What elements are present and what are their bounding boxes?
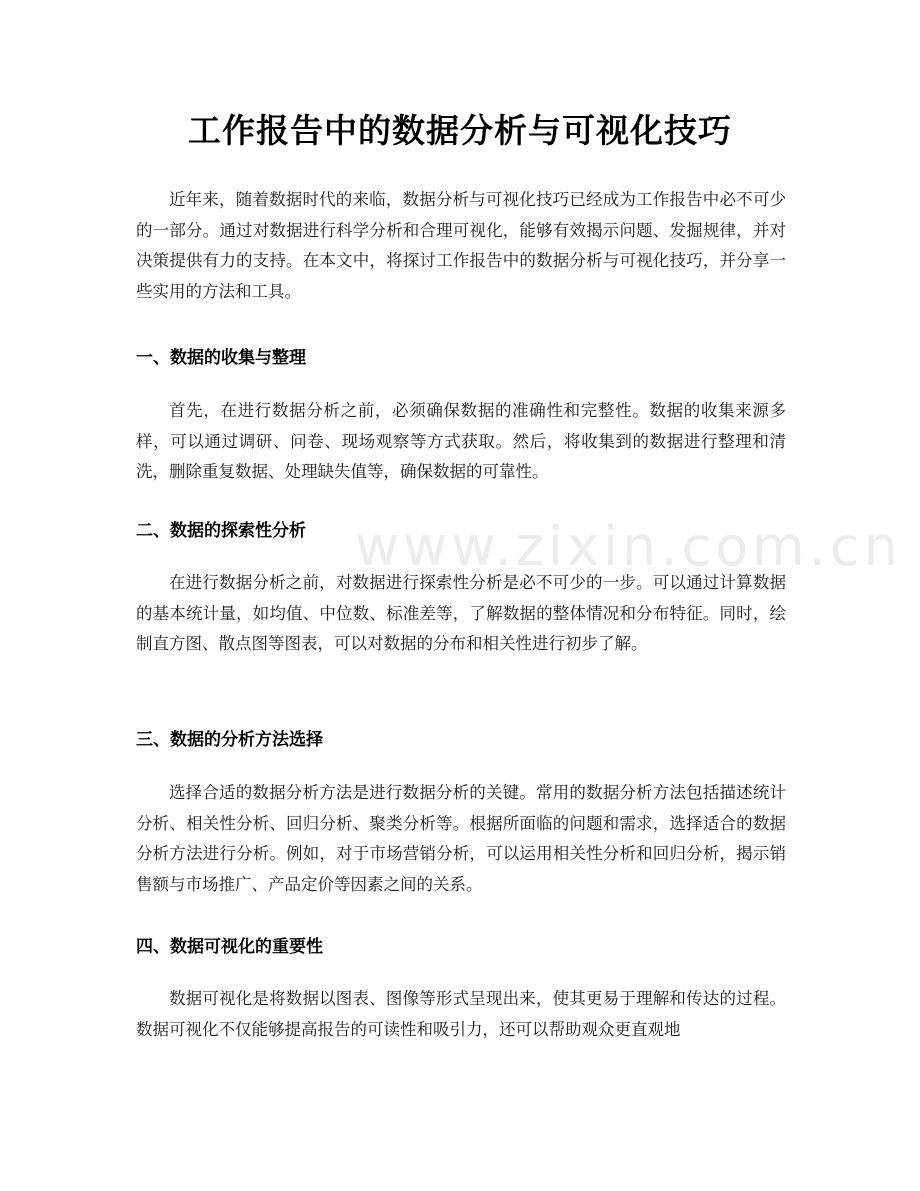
section-heading-4: 四、数据可视化的重要性	[136, 937, 323, 957]
watermark: www.zixin.com.cn	[355, 515, 902, 578]
intro-paragraph: 近年来，随着数据时代的来临，数据分析与可视化技巧已经成为工作报告中必不可少的一部分。通过对数据进行科学分析和合理可视化，能够有效揭示问题、发掘规律，并对决策提供有力的支持。在本文中，将探讨工作报告中的数据分析与可视化技巧，并分享一些实用的方法和工具。	[136, 190, 786, 301]
section-heading-1: 一、数据的收集与整理	[136, 348, 306, 368]
document-title: 工作报告中的数据分析与可视化技巧	[188, 111, 732, 150]
section-body-4: 数据可视化是将数据以图表、图像等形式呈现出来，使其更易于理解和传达的过程。数据可视化不仅能够提高报告的可读性和吸引力，还可以帮助观众更直观地	[136, 989, 786, 1039]
section-heading-3: 三、数据的分析方法选择	[136, 730, 323, 750]
section-body-1: 首先，在进行数据分析之前，必须确保数据的准确性和完整性。数据的收集来源多样，可以通过调研、问卷、现场观察等方式获取。然后，将收集到的数据进行整理和清洗，删除重复数据、处理缺失值等，确保数据的可靠性。	[136, 401, 786, 481]
section-body-2: 在进行数据分析之前，对数据进行探索性分析是必不可少的一步。可以通过计算数据的基本统计量，如均值、中位数、标准差等，了解数据的整体情况和分布特征。同时，绘制直方图、散点图等图表，可以对数据的分布和相关性进行初步了解。	[136, 573, 786, 653]
section-heading-2: 二、数据的探索性分析	[136, 521, 306, 541]
section-body-3: 选择合适的数据分析方法是进行数据分析的关键。常用的数据分析方法包括描述统计分析、相关性分析、回归分析、聚类分析等。根据所面临的问题和需求，选择适合的数据分析方法进行分析。例如，对于市场营销分析，可以运用相关性分析和回归分析，揭示销售额与市场推广、产品定价等因素之间的关系。	[136, 783, 786, 894]
